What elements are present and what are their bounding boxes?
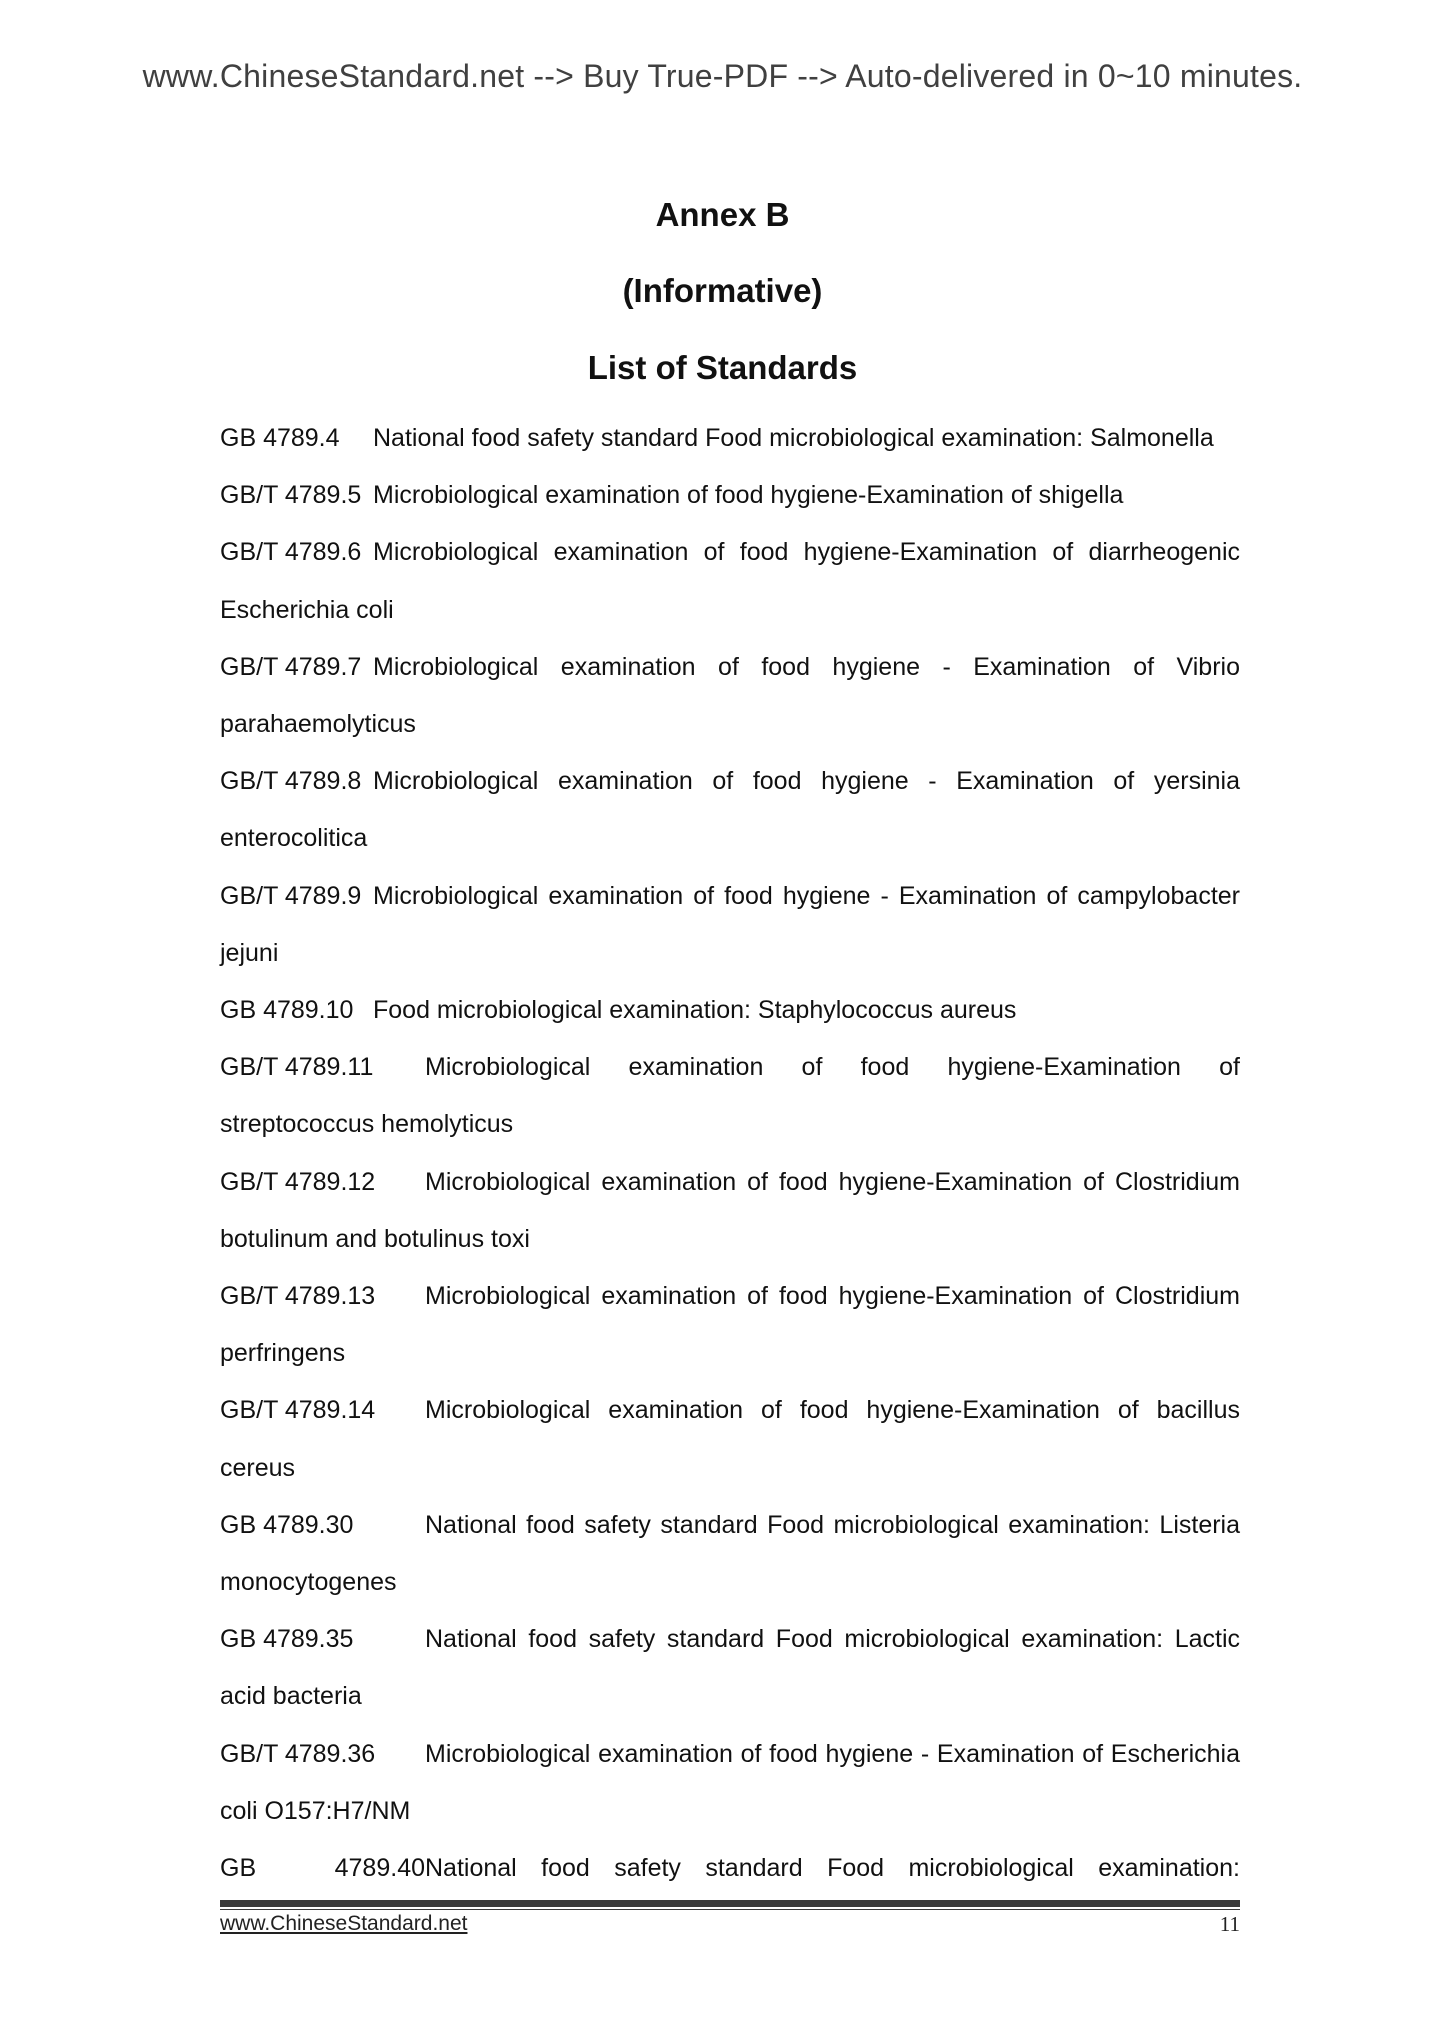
standard-code: GB/T 4789.11 xyxy=(220,1053,374,1082)
standard-title: Microbiological examination of food hygiene-Examination of Clostridium perfringens xyxy=(220,1282,1240,1368)
standard-code: GB/T 4789.8 xyxy=(220,767,362,796)
standard-entry xyxy=(220,868,1240,982)
standard-title: Microbiological examination of food hygiene-Examination of shigella xyxy=(373,481,1124,510)
standard-entry xyxy=(220,1382,1240,1496)
standard-entry xyxy=(220,410,1240,467)
standard-code: GB/T 4789.36 xyxy=(220,1739,376,1768)
standards-list xyxy=(220,410,1240,1897)
standard-entry xyxy=(220,1840,1240,1897)
standard-title: Microbiological examination of food hygiene - Examination of campylobacter jejuni xyxy=(220,881,1240,967)
header-banner[interactable]: www.ChineseStandard.net --> Buy True-PDF --> Auto-delivered in 0~10 minutes. xyxy=(142,58,1303,94)
standard-entry xyxy=(220,1268,1240,1382)
standard-entry xyxy=(220,1154,1240,1268)
footer-divider xyxy=(220,1900,1240,1907)
standard-entry xyxy=(220,1726,1240,1840)
standard-code: GB/T 4789.9 xyxy=(220,881,362,910)
standard-title: Microbiological examination of food hygiene - Examination of Vibrio parahaemolyticus xyxy=(220,652,1240,739)
standard-code: GB 4789.30 xyxy=(220,1510,354,1539)
standard-code: GB/T 4789.7 xyxy=(220,652,362,681)
standard-code: GB 4789.40 xyxy=(220,1854,425,1883)
standard-title: Microbiological examination of food hygiene - Examination of Escherichia coli O157:H7/NM xyxy=(220,1739,1240,1825)
standard-title: Microbiological examination of food hygiene-Examination of Clostridium botulinum and botulinus toxi xyxy=(220,1167,1240,1253)
standard-title: National food safety standard Food microbiological examination: xyxy=(425,1854,1240,1883)
standard-title: National food safety standard Food microbiological examination: Listeria monocytogenes xyxy=(220,1510,1240,1597)
annex-subtitle: (Informative) xyxy=(622,272,823,309)
page-number: 11 xyxy=(1219,1912,1240,1936)
standard-title: National food safety standard Food microbiological examination: Salmonella xyxy=(373,424,1214,452)
standard-code: GB/T 4789.14 xyxy=(220,1396,376,1425)
standard-code: GB/T 4789.6 xyxy=(220,538,362,567)
standard-code: GB 4789.35 xyxy=(220,1625,354,1654)
standard-entry xyxy=(220,1039,1240,1153)
standard-title: National food safety standard Food microbiological examination: Lactic acid bacteria xyxy=(220,1625,1240,1711)
standard-code: GB/T 4789.13 xyxy=(220,1282,376,1311)
footer-divider-thin xyxy=(220,1909,1240,1910)
standard-title: Microbiological examination of food hygiene - Examination of yersinia enterocolitica xyxy=(220,767,1240,853)
annex-heading: List of Standards xyxy=(587,349,858,386)
standard-entry xyxy=(220,1497,1240,1611)
standard-entry xyxy=(220,524,1240,638)
standard-code: GB 4789.4 xyxy=(220,424,340,452)
standard-code: GB/T 4789.5 xyxy=(220,481,362,510)
standard-code: GB/T 4789.12 xyxy=(220,1167,376,1196)
standard-entry xyxy=(220,753,1240,867)
standard-entry xyxy=(220,982,1240,1039)
standard-code: GB 4789.10 xyxy=(220,996,354,1025)
standard-entry xyxy=(220,467,1240,524)
standard-title: Microbiological examination of food hygiene-Examination of diarrheogenic Escherichia coli xyxy=(220,538,1240,624)
footer-link[interactable]: www.ChineseStandard.net xyxy=(220,1912,468,1935)
annex-title: Annex B xyxy=(655,196,790,233)
standard-title: Food microbiological examination: Staphylococcus aureus xyxy=(373,996,1017,1025)
standard-title: Microbiological examination of food hygiene-Examination of streptococcus hemolyticus xyxy=(220,1053,1240,1139)
standard-entry xyxy=(220,639,1240,753)
standard-entry xyxy=(220,1611,1240,1725)
standard-title: Microbiological examination of food hygiene-Examination of bacillus cereus xyxy=(220,1396,1240,1482)
